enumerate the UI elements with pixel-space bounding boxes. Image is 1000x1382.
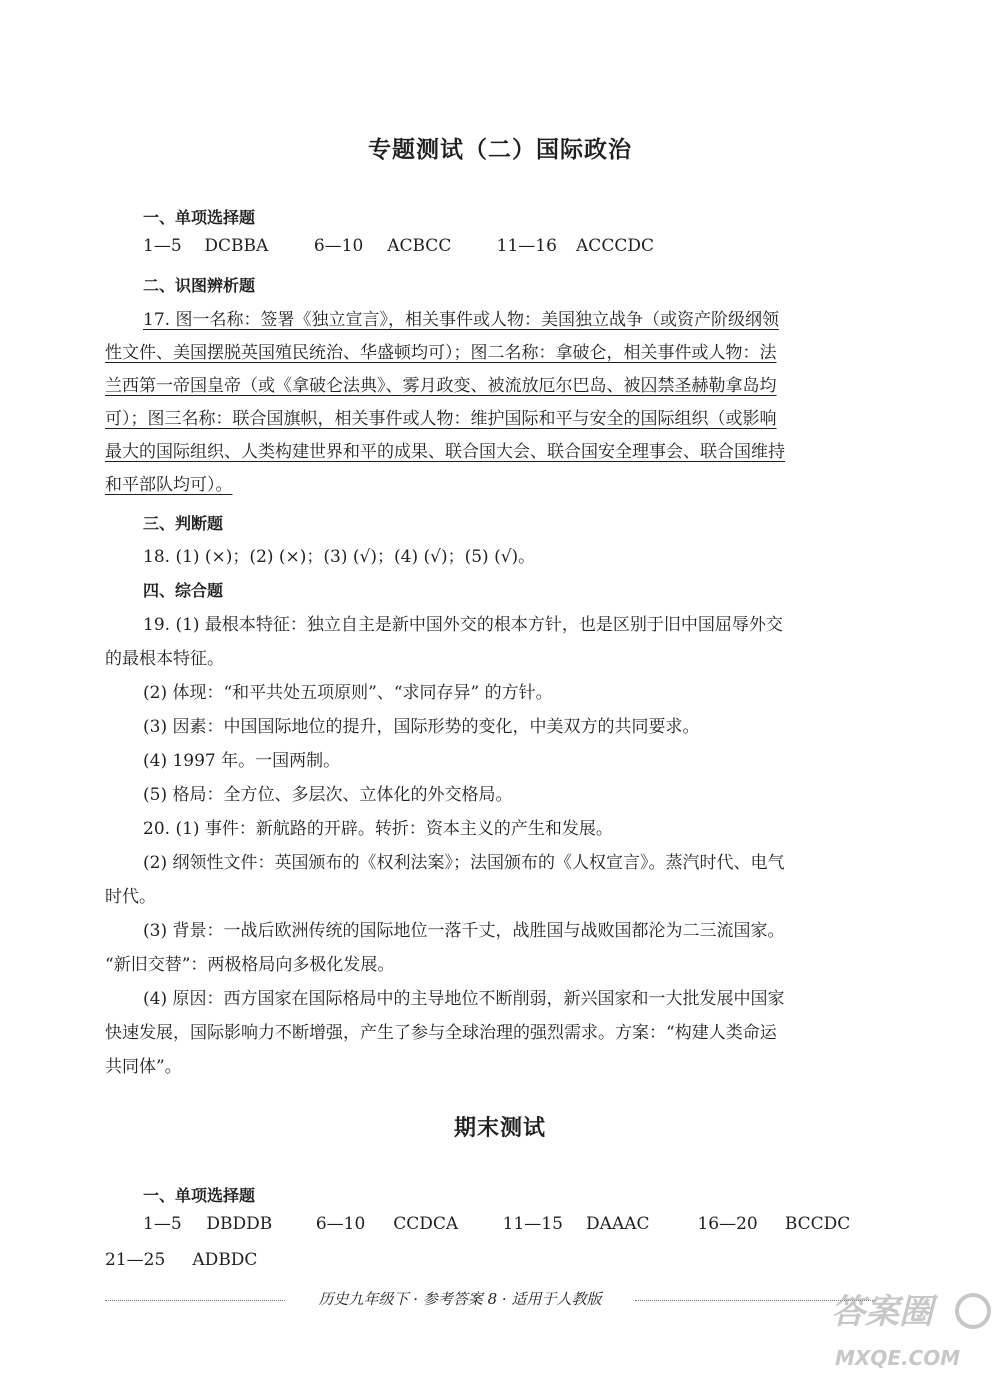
final-section-heading-single-choice: 一、单项选择题 bbox=[143, 1186, 256, 1205]
answer-17-line: 性文件、美国摆脱英国殖民统治、华盛顿均可）；图二名称：拿破仑，相关事件或人物：法 bbox=[105, 343, 777, 363]
answer-range: 1—5 bbox=[143, 1214, 182, 1234]
answer-20-line: 快速发展，国际影响力不断增强，产生了参与全球治理的强烈需求。方案：“构建人类命运 bbox=[105, 1023, 777, 1043]
section-heading-comprehensive: 四、综合题 bbox=[143, 581, 224, 600]
answer-letters: ADBDC bbox=[192, 1250, 258, 1270]
answer-19-line: (5) 格局：全方位、多层次、立体化的外交格局。 bbox=[143, 785, 513, 805]
answer-20-line: “新旧交替”：两极格局向多极化发展。 bbox=[105, 955, 395, 975]
answer-letters: ACCCDC bbox=[576, 236, 654, 256]
answer-17-line: 17. 图一名称：签署《独立宣言》，相关事件或人物：美国独立战争（或资产阶级纲领 bbox=[143, 310, 779, 330]
single-choice-answers bbox=[143, 236, 654, 256]
answer-18-line: 18. (1) (×)；(2) (×)；(3) (√)；(4) (√)；(5) (√)。 bbox=[143, 547, 536, 567]
footer-text: 历史九年级下 · 参考答案 8 · 适用于人教版 bbox=[290, 1288, 630, 1309]
answer-letters: DAAAC bbox=[586, 1214, 650, 1234]
answer-range: 1—5 bbox=[143, 236, 182, 256]
answer-17-line: 最大的国际组织、人类构建世界和平的成果、联合国大会、联合国安全理事会、联合国维持 bbox=[105, 442, 785, 462]
page-title: 专题测试（二）国际政治 bbox=[368, 137, 632, 163]
answer-range: 6—10 bbox=[315, 1214, 366, 1234]
answer-range: 21—25 bbox=[105, 1250, 166, 1270]
answer-range: 11—16 bbox=[496, 236, 557, 256]
answer-20-line: (2) 纲领性文件：英国颁布的《权利法案》；法国颁布的《人权宣言》。蒸汽时代、电气 bbox=[143, 853, 785, 873]
answer-range: 16—20 bbox=[697, 1214, 758, 1234]
answer-17-line: 可）；图三名称：联合国旗帜，相关事件或人物：维护国际和平与安全的国际组织（或影响 bbox=[105, 409, 777, 429]
answer-letters: CCDCA bbox=[393, 1214, 459, 1234]
answer-17-line: 和平部队均可）。 bbox=[105, 475, 233, 495]
answer-20-line: 共同体”。 bbox=[105, 1057, 182, 1077]
watermark-logo-text: 答案圈 bbox=[831, 1292, 933, 1332]
answer-letters: DCBBA bbox=[204, 236, 269, 256]
answer-19-line: 19. (1) 最根本特征：独立自主是新中国外交的根本方针，也是区别于旧中国屈辱外交 bbox=[143, 615, 783, 635]
final-answers-row bbox=[143, 1214, 850, 1234]
answer-19-line: (3) 因素：中国国际地位的提升，国际形势的变化，中美双方的共同要求。 bbox=[143, 717, 700, 737]
answer-19-line: (2) 体现：“和平共处五项原则”、“求同存异” 的方针。 bbox=[143, 683, 553, 703]
watermark-circle-icon bbox=[957, 1295, 989, 1327]
section-heading-single-choice: 一、单项选择题 bbox=[143, 208, 256, 227]
answer-letters: BCCDC bbox=[784, 1214, 851, 1234]
watermark-logo bbox=[825, 1283, 995, 1378]
watermark-site-text: MXQE.COM bbox=[835, 1346, 961, 1370]
answer-19-line: 的最根本特征。 bbox=[105, 649, 224, 669]
page-footer bbox=[105, 1288, 875, 1312]
answer-letters: DBDDB bbox=[206, 1214, 273, 1234]
final-test-title: 期末测试 bbox=[453, 1116, 546, 1141]
answer-19-line: (4) 1997 年。一国两制。 bbox=[143, 751, 341, 771]
section-heading-picture-analysis: 二、识图辨析题 bbox=[143, 276, 256, 295]
section-heading-true-false: 三、判断题 bbox=[143, 514, 224, 533]
answer-17-line: 兰西第一帝国皇帝（或《拿破仑法典》、雾月政变、被流放厄尔巴岛、被囚禁圣赫勒拿岛均 bbox=[105, 376, 777, 396]
answer-20-line: (4) 原因：西方国家在国际格局中的主导地位不断削弱，新兴国家和一大批发展中国家 bbox=[143, 989, 785, 1009]
answer-range: 6—10 bbox=[313, 236, 364, 256]
answer-letters: ACBCC bbox=[387, 236, 452, 256]
final-answers-row bbox=[105, 1250, 257, 1270]
answer-20-line: 20. (1) 事件：新航路的开辟。转折：资本主义的产生和发展。 bbox=[143, 819, 613, 839]
footer-divider bbox=[105, 1300, 285, 1301]
answer-range: 11—15 bbox=[502, 1214, 563, 1234]
answer-20-line: (3) 背景：一战后欧洲传统的国际地位一落千丈，战胜国与战败国都沦为二三流国家。 bbox=[143, 921, 785, 941]
answer-20-line: 时代。 bbox=[105, 887, 156, 907]
